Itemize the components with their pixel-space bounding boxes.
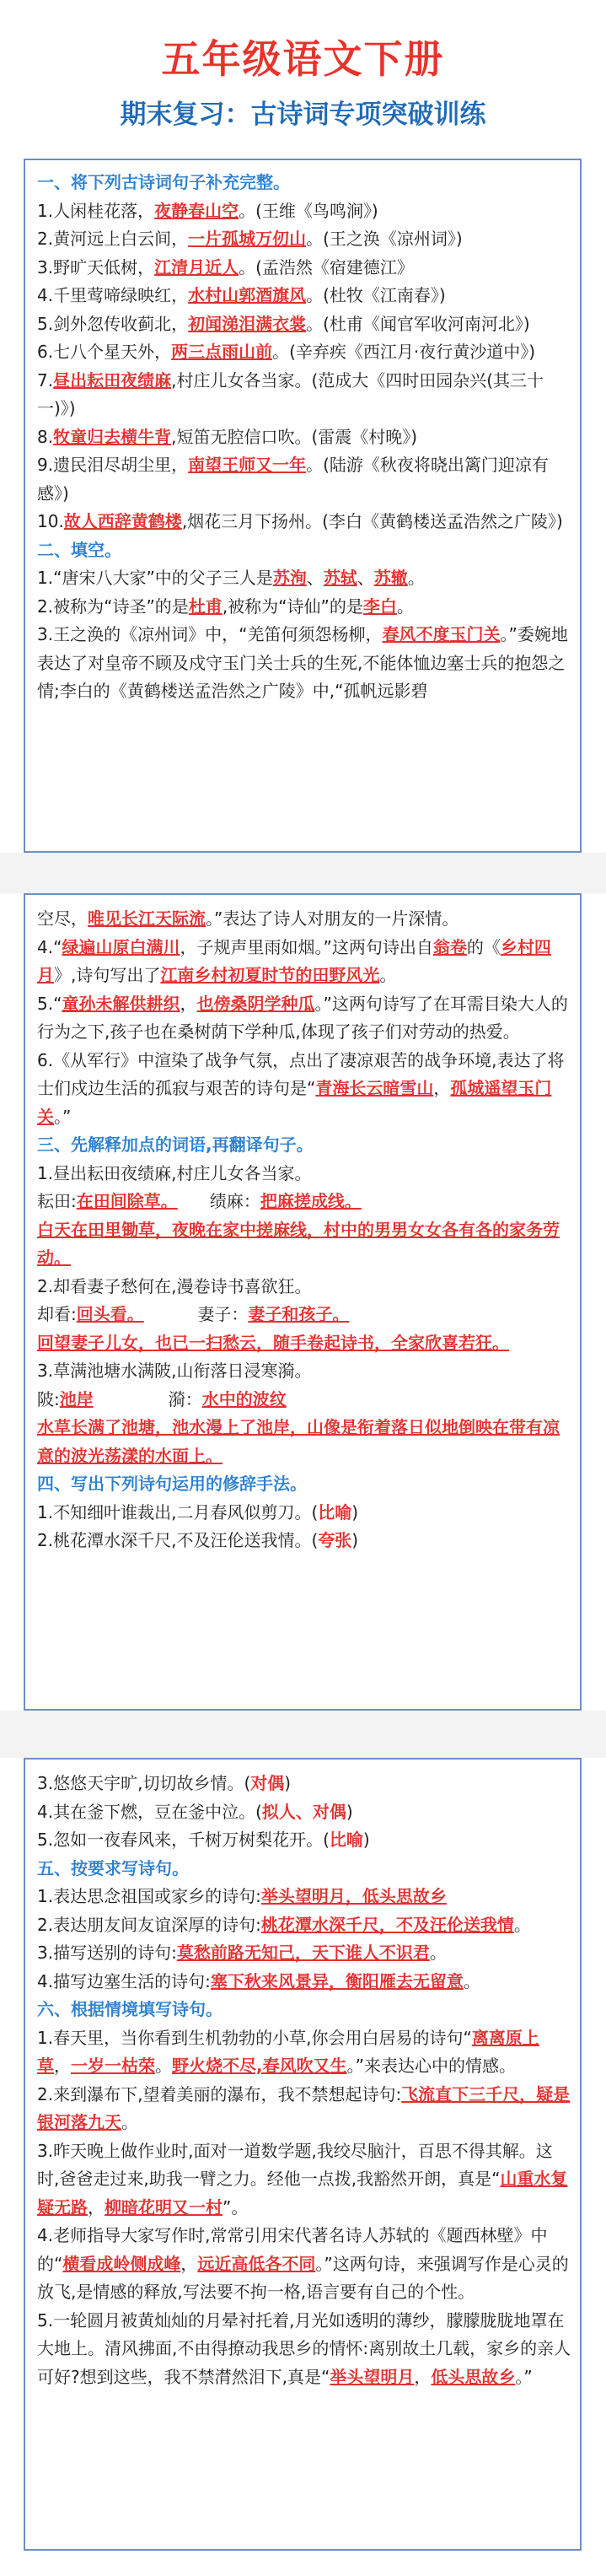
section-heading: 五、按要求写诗句。 xyxy=(37,1857,189,1878)
question-line: 2.黄河远上白云间，一片孤城万仞山。(王之涣《凉州词》) xyxy=(37,229,463,249)
question-line: 1.春天里，当你看到生机勃勃的小草,你会用白居易的诗句“离离原上草，一岁一枯荣。野火烧不尽,春风吹又生。”来表达心中的情感。 xyxy=(37,2027,539,2076)
panel-1 xyxy=(24,159,582,853)
translation-line: 水草长满了池塘，池水漫上了池岸，山像是衔着落日似地倒映在带有凉意的波光荡漾的水面上。 xyxy=(37,1417,560,1466)
panel-1-content xyxy=(37,169,571,706)
question-line: 1.人闲桂花落，夜静春山空。(王维《鸟鸣涧》) xyxy=(37,200,378,221)
question-line: 2.桃花潭水深千尺,不及汪伦送我情。(夸张) xyxy=(37,1530,359,1550)
panel-2 xyxy=(24,893,582,1711)
question-line: 4.描写边塞生活的诗句:塞下秋来风景异，衡阳雁去无留意。 xyxy=(37,1970,480,1991)
question-line: 3.昨天晚上做作业时,面对一道数学题,我绞尽脑汁，百思不得其解。这时,爸爸走过来,助我一臂之力。经他一点拨,我豁然开朗，真是“山重水复疑无路，柳暗花明又一村”。 xyxy=(37,2140,568,2218)
header xyxy=(0,0,606,159)
page-subtitle: 期末复习：古诗词专项突破训练 xyxy=(120,100,486,130)
panel-2-content xyxy=(37,905,571,1555)
question-line: 5.“童孙未解供耕织，也傍桑阴学种瓜。”这两句诗写了在耳需目染大人的行为之下,孩子也在桑树荫下学种瓜,体现了孩子们对劳动的热爱。 xyxy=(37,993,568,1042)
page-title: 五年级语文下册 xyxy=(161,36,445,82)
question-line: 7.昼出耘田夜绩麻,村庄儿女各当家。(范成大《四时田园杂兴(其三十一)》) xyxy=(37,369,544,418)
question-line: 4.其在釜下燃，豆在釜中泣。(拟人、对偶) xyxy=(37,1801,353,1822)
question-line: 1.不知细叶谁裁出,二月春风似剪刀。(比喻) xyxy=(37,1501,359,1522)
question-line: 3.王之涣的《凉州词》中，“羌笛何须怨杨柳，春风不度玉门关。”委婉地表达了对皇帝不顾及戍守玉门关士兵的生死,不能体恤边塞士兵的抱怨之情;李白的《黄鹤楼送孟浩然之广陵》中,“孤帆远影碧 xyxy=(37,624,568,701)
question-line: 6.七八个星天外，两三点雨山前。(辛弃疾《西江月·夜行黄沙道中》) xyxy=(37,342,536,362)
answer-line: 耘田:在田间除草。 绩麻：把麻搓成线。 xyxy=(37,1191,362,1211)
question-line: 5.剑外忽传收蓟北，初闻涕泪满衣裳。(杜甫《闻官军收河南河北》) xyxy=(37,313,530,334)
panel-3 xyxy=(24,1758,582,2551)
question-line: 空尽，唯见长江天际流。”表达了诗人对朋友的一片深情。 xyxy=(37,908,459,929)
question-line: 8.牧童归去横牛背,短笛无腔信口吹。(雷震《村晚》) xyxy=(37,426,418,447)
question-line: 1.表达思念祖国或家乡的诗句:举头望明月，低头思故乡 xyxy=(37,1886,447,1906)
question-line: 5.忽如一夜春风来，千树万树梨花开。(比喻) xyxy=(37,1830,370,1850)
question-line: 1.昼出耘田夜绩麻,村庄儿女各当家。 xyxy=(37,1162,312,1183)
translation-line: 回望妻子儿女，也已一扫愁云，随手卷起诗书，全家欣喜若狂。 xyxy=(37,1332,509,1353)
question-line: 6.《从军行》中渲染了战争气氛，点出了凄凉艰苦的战争环境,表达了将士们戍边生活的孤寂与艰苦的诗句是“青海长云暗雪山，孤城遥望玉门关。” xyxy=(37,1049,565,1127)
question-line: 1.“唐宋八大家”中的父子三人是苏洵、苏轼、苏辙。 xyxy=(37,568,425,588)
panel-3-content xyxy=(37,1770,571,2391)
question-line: 10.故人西辞黄鹤楼,烟花三月下扬州。(李白《黄鹤楼送孟浩然之广陵》) xyxy=(37,511,563,531)
divider xyxy=(0,853,606,893)
translation-line: 白天在田里锄草，夜晚在家中搓麻线，村中的男男女女各有各的家务劳动。 xyxy=(37,1219,560,1268)
question-line: 9.遗民泪尽胡尘里，南望王师又一年。(陆游《秋夜将晓出篱门迎凉有感》) xyxy=(37,455,549,504)
question-line: 2.却看妻子愁何在,漫卷诗书喜欲狂。 xyxy=(37,1275,312,1296)
question-line: 3.草满池塘水满陂,山衔落日浸寒漪。 xyxy=(37,1361,312,1381)
section-heading: 一、将下列古诗词句子补充完整。 xyxy=(37,172,290,192)
section-heading: 四、写出下列诗句运用的修辞手法。 xyxy=(37,1474,307,1494)
question-line: 4.千里莺啼绿映红，水村山郭酒旗风。(杜牧《江南春》) xyxy=(37,285,446,305)
question-line: 5.一轮圆月被黄灿灿的月晕衬托着,月光如透明的薄纱，朦朦胧胧地罩在大地上。清风拂面,不由得撩动我思乡的情怀:离别故土几载，家乡的亲人可好?想到这些，我不禁潸然泪下,真是“举头望明月，低头思故乡。” xyxy=(37,2309,571,2387)
question-line: 2.来到瀑布下,望着美丽的瀑布，我不禁想起诗句:飞流直下三千尺，疑是银河落九天。 xyxy=(37,2083,571,2132)
question-line: 4.“绿遍山原白满川，子规声里雨如烟。”这两句诗出自翁卷的《乡村四月》,诗句写出了江南乡村初夏时节的田野风光。 xyxy=(37,936,551,985)
question-line: 3.野旷天低树，江清月近人。(孟浩然《宿建德江》 xyxy=(37,256,414,278)
section-heading: 三、先解释加点的词语,再翻译句子。 xyxy=(37,1134,314,1155)
question-line: 3.描写送别的诗句:莫愁前路无知己，天下谁人不识君。 xyxy=(37,1943,447,1963)
answer-line: 却看:回头看。 妻子：妻子和孩子。 xyxy=(37,1304,350,1324)
divider xyxy=(0,1711,606,1758)
section-heading: 六、根据情境填写诗句。 xyxy=(37,1999,223,2019)
question-line: 2.表达朋友间友谊深厚的诗句:桃花潭水深千尺，不及汪伦送我情。 xyxy=(37,1914,531,1935)
question-line: 4.老师指导大家写作时,常常引用宋代著名诗人苏轼的《题西林壁》中的“横看成岭侧成峰，远近高低各不同。”这两句诗，来强调写作是心灵的放飞,是情感的释放,写法要不拘一格,语言要有自己的个性。 xyxy=(37,2225,569,2302)
question-line: 3.悠悠天宇旷,切切故乡情。(对偶) xyxy=(37,1773,292,1793)
section-heading: 二、填空。 xyxy=(37,539,121,560)
answer-line: 陂:池岸 漪：水中的波纹 xyxy=(37,1388,287,1409)
question-line: 2.被称为“诗圣”的是杜甫,被称为“诗仙”的是李白。 xyxy=(37,595,414,617)
